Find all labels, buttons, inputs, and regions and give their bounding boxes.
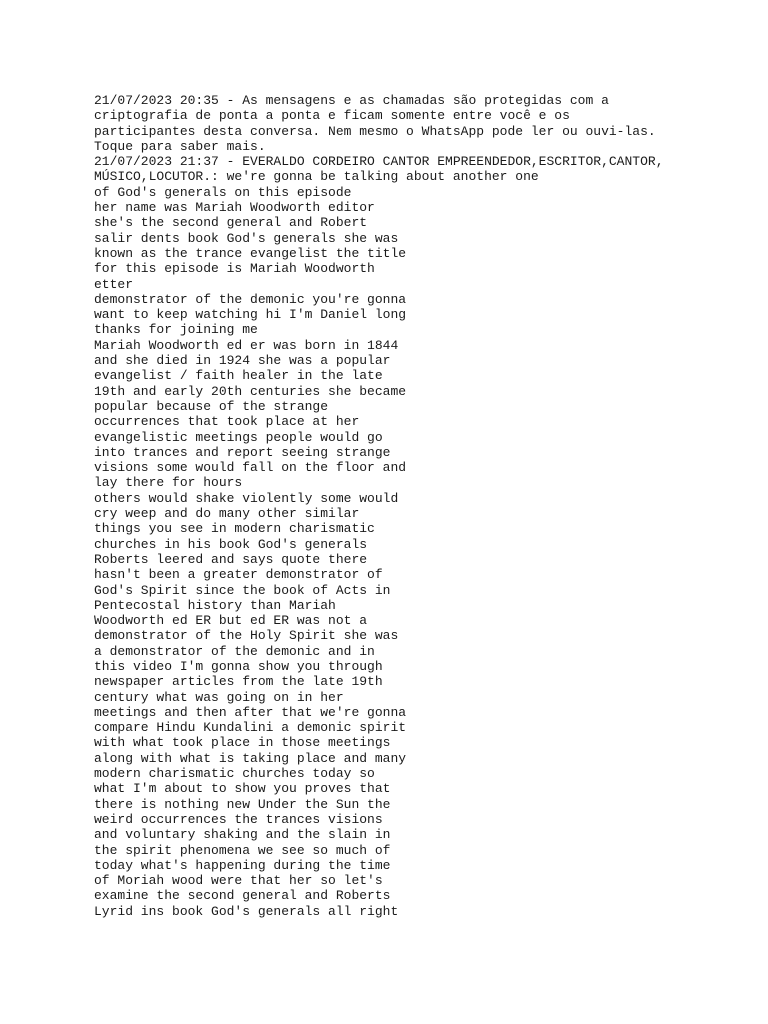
text-line: of God's generals on this episode [94, 184, 352, 200]
text-line: she's the second general and Robert [94, 215, 368, 231]
text-line: MÚSICO,LOCUTOR.: we're gonna be talking about another one [94, 169, 539, 185]
text-line: and she died in 1924 she was a popular [94, 353, 391, 369]
text-line: and voluntary shaking and the slain in [94, 827, 391, 843]
text-line: weird occurrences the trances visions [94, 811, 383, 827]
text-line: century what was going on in her [94, 689, 344, 705]
text-line: popular because of the strange [94, 398, 329, 414]
text-line: of Moriah wood were that her so let's [94, 873, 383, 889]
text-line: demonstrator of the Holy Spirit she was [94, 628, 399, 644]
text-line: 21/07/2023 20:35 - As mensagens e as chamadas são protegidas com a [94, 93, 609, 108]
text-line: meetings and then after that we're gonna [94, 704, 407, 720]
text-line: with what took place in those meetings [94, 735, 391, 751]
text-line: occurrences that took place at her [94, 414, 360, 430]
text-line: evangelistic meetings people would go [94, 429, 383, 445]
text-line: criptografia de ponta a ponta e ficam somente entre você e os [94, 108, 570, 124]
chat-export-text [94, 93, 754, 919]
text-line: thanks for joining me [94, 322, 258, 338]
text-line: newspaper articles from the late 19th [94, 674, 383, 690]
text-line: etter [94, 276, 134, 292]
text-line: along with what is taking place and many [94, 750, 407, 766]
text-line: examine the second general and Roberts [94, 888, 391, 904]
text-line: known as the trance evangelist the title [94, 245, 407, 261]
text-line: churches in his book God's generals [94, 536, 368, 552]
text-line: Pentecostal history than Mariah [94, 597, 336, 613]
text-line: hasn't been a greater demonstrator of [94, 567, 383, 583]
text-line: what I'm about to show you proves that [94, 781, 391, 797]
text-line: want to keep watching hi I'm Daniel long [94, 307, 407, 323]
text-line: cry weep and do many other similar [94, 506, 360, 522]
text-line: her name was Mariah Woodworth editor [94, 200, 375, 216]
text-line: Mariah Woodworth ed er was born in 1844 [94, 337, 399, 353]
text-line: 21/07/2023 21:37 - EVERALDO CORDEIRO CANTOR EMPREENDEDOR,ESCRITOR,CANTOR, [94, 154, 664, 170]
text-line: Woodworth ed ER but ed ER was not a [94, 613, 368, 629]
text-line: for this episode is Mariah Woodworth [94, 261, 375, 277]
text-line: there is nothing new Under the Sun the [94, 796, 391, 812]
text-line: this video I'm gonna show you through [94, 658, 383, 674]
text-line: participantes desta conversa. Nem mesmo o WhatsApp pode ler ou ouvi-las. [94, 123, 656, 139]
text-line: modern charismatic churches today so [94, 766, 375, 782]
text-line: today what's happening during the time [94, 857, 391, 873]
text-line: visions some would fall on the floor and [94, 460, 407, 476]
text-line: others would shake violently some would [94, 490, 399, 506]
text-line: compare Hindu Kundalini a demonic spirit [94, 720, 407, 736]
text-line: God's Spirit since the book of Acts in [94, 582, 391, 598]
text-line: lay there for hours [94, 475, 243, 491]
text-line: a demonstrator of the demonic and in [94, 643, 375, 659]
text-line: Roberts leered and says quote there [94, 551, 368, 567]
text-line: the spirit phenomena we see so much of [94, 842, 391, 858]
text-line: salir dents book God's generals she was [94, 230, 399, 246]
text-line: 19th and early 20th centuries she became [94, 383, 407, 399]
text-line: things you see in modern charismatic [94, 521, 375, 537]
text-line: Lyrid ins book God's generals all right [94, 903, 399, 919]
text-line: evangelist / faith healer in the late [94, 368, 383, 384]
text-line: demonstrator of the demonic you're gonna [94, 291, 407, 307]
text-line: into trances and report seeing strange [94, 444, 391, 460]
text-line: Toque para saber mais. [94, 138, 266, 154]
